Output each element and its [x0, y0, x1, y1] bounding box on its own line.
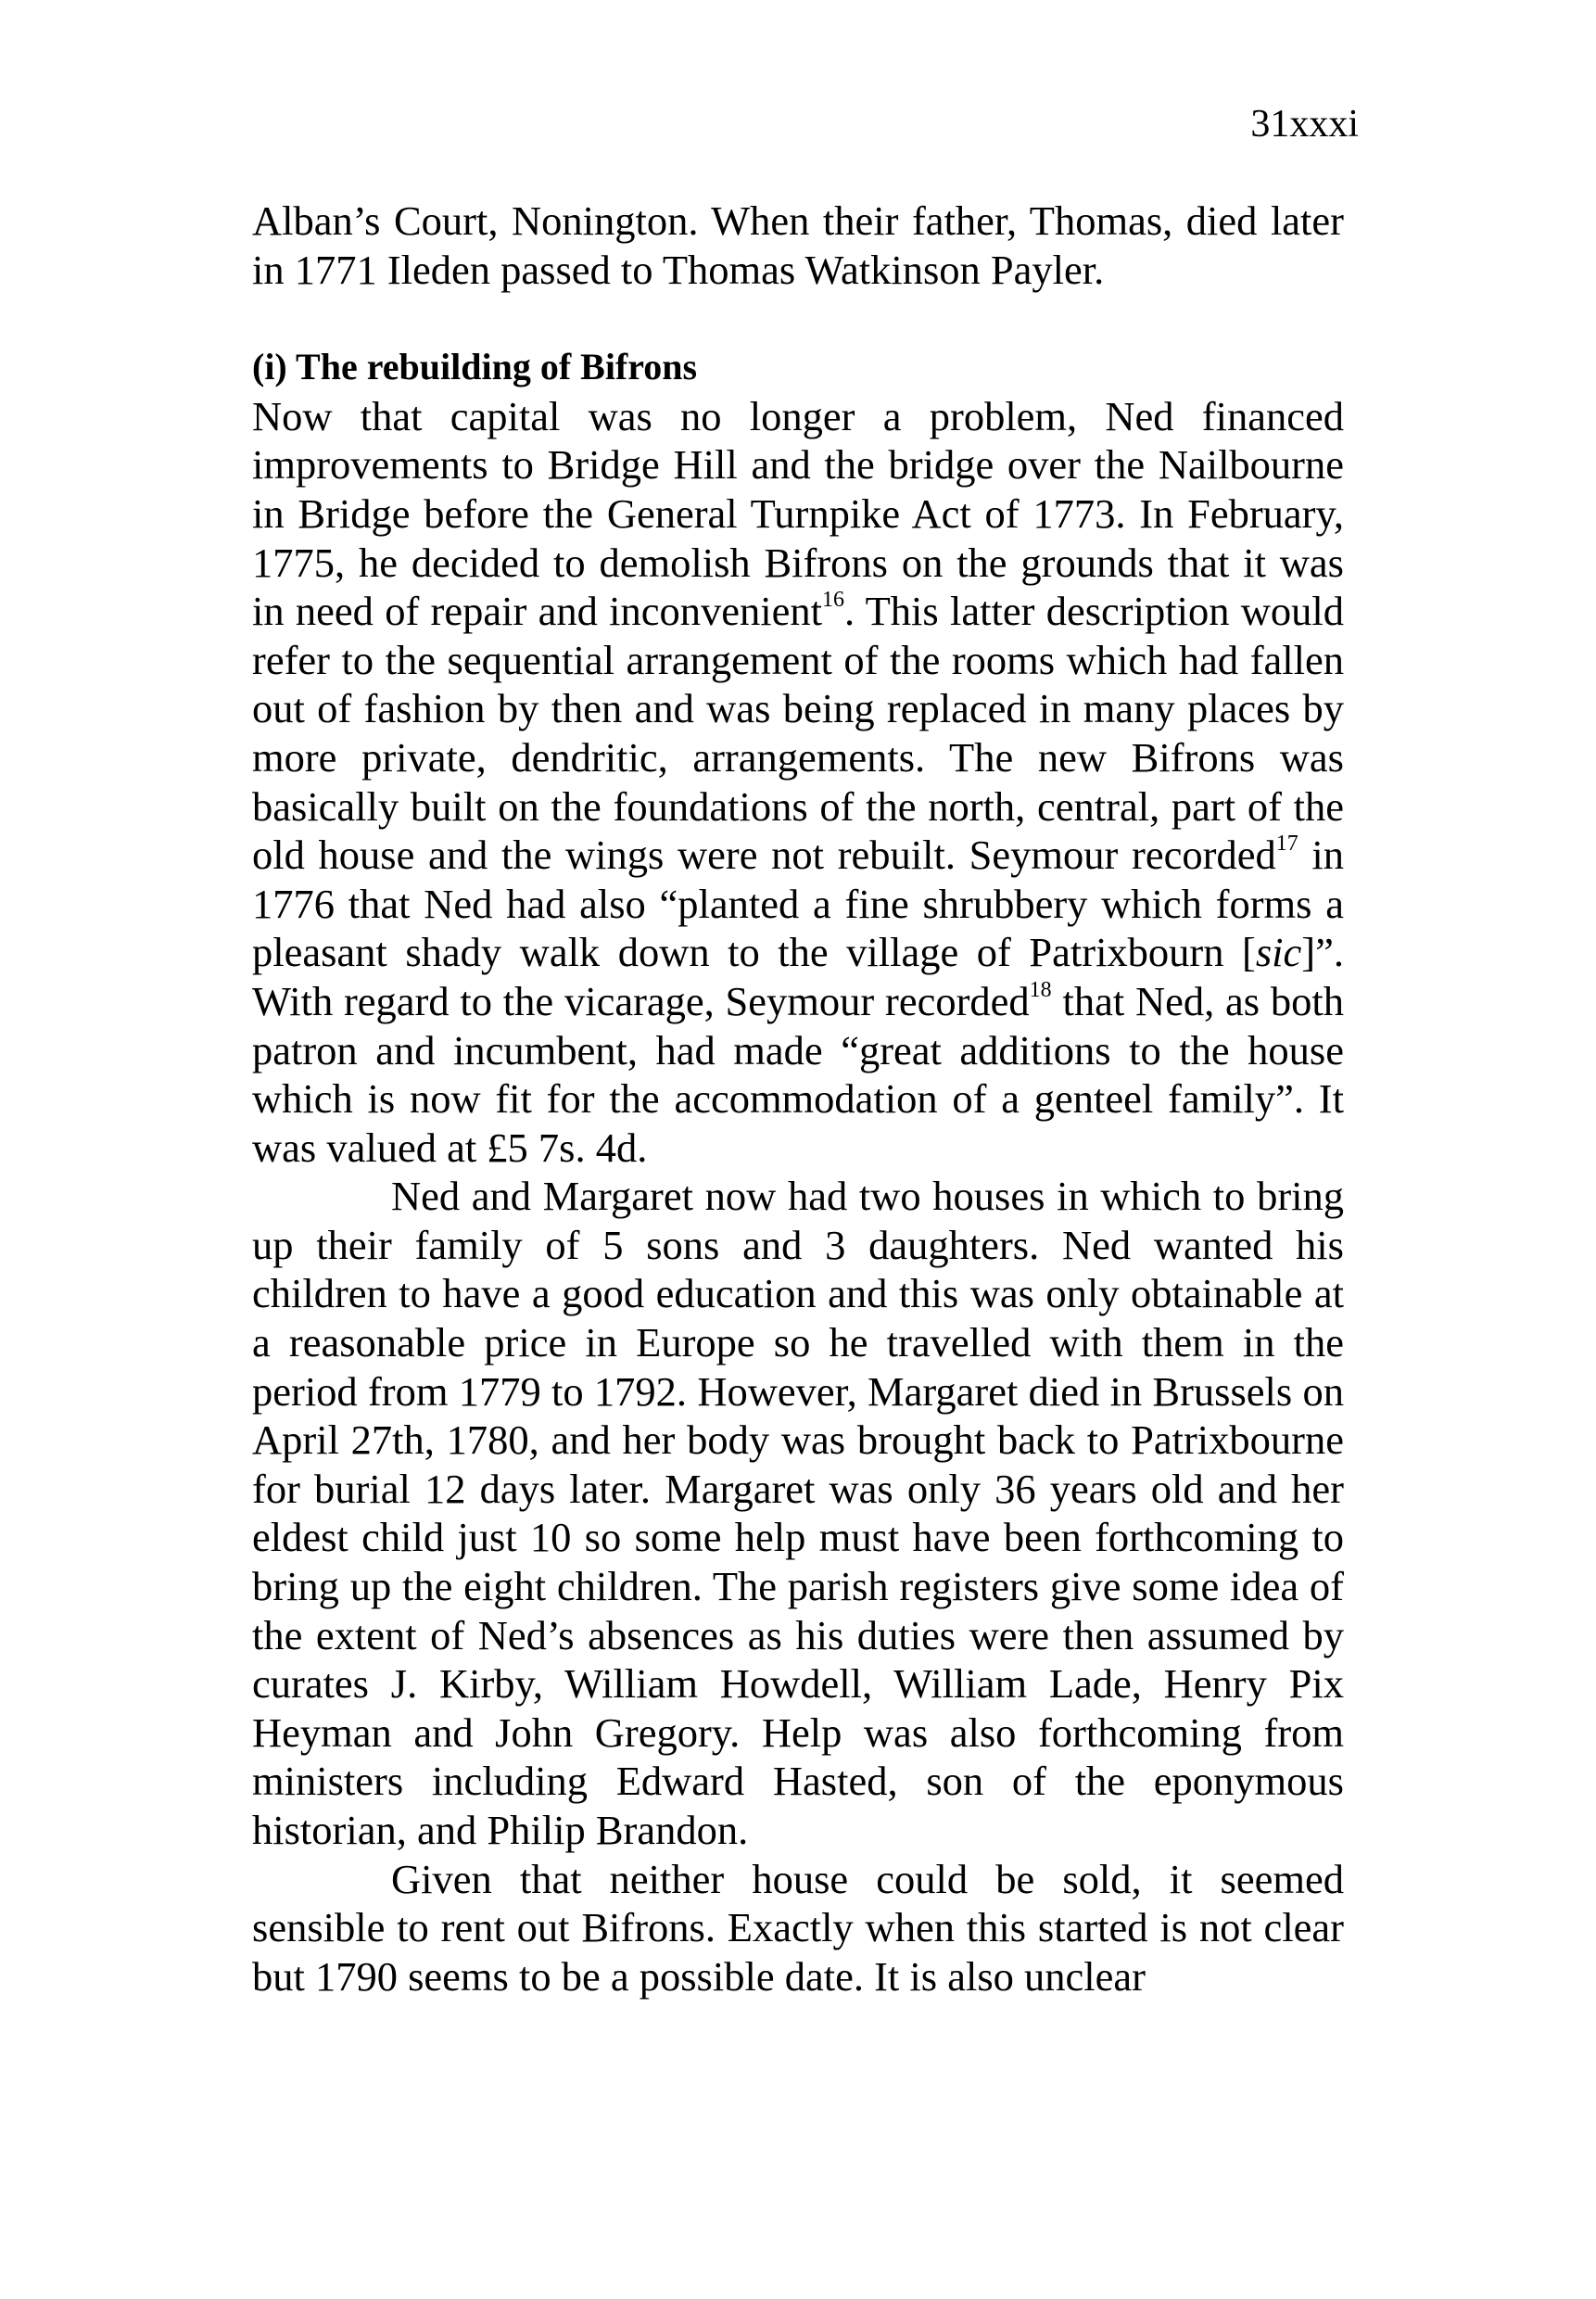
intro-paragraph: Alban’s Court, Nonington. When their father, Thomas, died later in 1771 Ileden passed to Thomas Watkinson Payler.: [252, 197, 1344, 293]
paragraph-family: Ned and Margaret now had two houses in which to bring up their family of 5 sons and 3 daughters. Ned wanted his children to have a good education and this was only obtainable at a reasonable price in Europe so he travelled with them in the period from 1779 to 1792. However, Margaret died in Brussels on April 27th, 1780, and her body was brought back to Patrixbourne for burial 12 days later. Margaret was only 36 years old and her eldest child just 10 so some help must have been forthcoming to bring up the eight children. The parish registers give some idea of the extent of Ned’s absences as his duties were then assumed by curates J. Kirby, William Howdell, William Lade, Henry Pix Heyman and John Gregory. Help was also forthcoming from ministers including Edward Hasted, son of the eponymous historian, and Philip Brandon.: [252, 1173, 1344, 1853]
page-number: 31xxxi: [1250, 103, 1359, 146]
sic-annotation: sic: [1255, 929, 1302, 976]
paragraph-text: Now that capital was no longer a problem, Ned financed improvements to Bridge Hill and the bridge over the Nailbourne in Bridge before the General Turnpike Act of 1773. In February, 1775, he decided to demolish Bifrons on the grounds that it was in need of repair and inconvenient: [252, 392, 1344, 635]
section-heading: (i) The rebuilding of Bifrons: [252, 346, 698, 388]
paragraph-text: in 1776 that Ned had also “planted a fine shrubbery which forms a pleasant shady walk down to the village of Patrixbourn [: [252, 832, 1344, 976]
footnote-ref-18: 18: [1029, 977, 1052, 1002]
paragraph-text: . This latter description would refer to the sequential arrangement of the rooms which had fallen out of fashion by then and was being replaced in many places by more private, dendritic, arrangements. The new Bifrons was basically built on the foundations of the north, central, part of the old house and the wings were not rebuilt. Seymour recorded: [252, 588, 1344, 879]
page-body: [252, 197, 1344, 2001]
paragraph-text: ]”. With regard to the vicarage, Seymour recorded: [252, 929, 1344, 1024]
footnote-ref-17: 17: [1275, 832, 1298, 857]
paragraph-text: that Ned, as both patron and incumbent, had made “great additions to the house which is now fit for the accommodation of a genteel family”. It was valued at £5 7s. 4d.: [252, 977, 1344, 1171]
paragraph-renting: Given that neither house could be sold, it seemed sensible to rent out Bifrons. Exactly when this started is not clear but 1790 seems to be a possible date. It is also unclear: [252, 1855, 1344, 2000]
paragraph-rebuilding: [252, 392, 1344, 1173]
footnote-ref-16: 16: [822, 588, 844, 613]
